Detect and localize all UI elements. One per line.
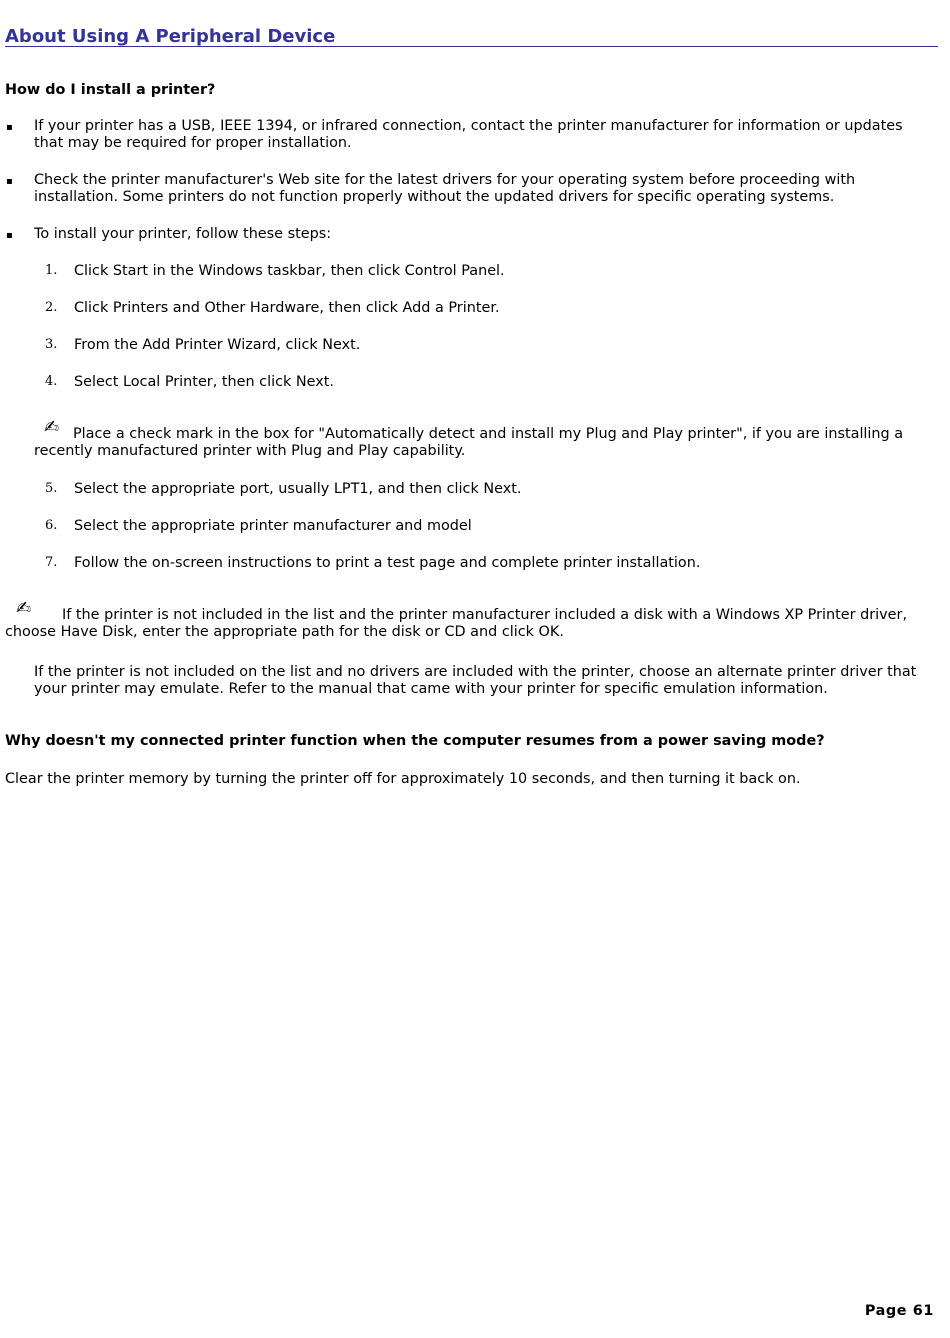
step-number: 3. [45, 337, 58, 352]
step-text: Follow the on-screen instructions to print a test page and complete printer installation. [74, 555, 701, 571]
square-bullet-icon: ▪ [6, 122, 13, 133]
step-number: 7. [45, 555, 58, 570]
writing-hand-icon: ✍ [16, 598, 32, 619]
step-text: Select the appropriate printer manufacturer and model [74, 518, 472, 534]
square-bullet-icon: ▪ [6, 230, 13, 241]
step-number: 4. [45, 374, 58, 389]
step-text: Select Local Printer, then click Next. [74, 374, 335, 390]
step-number: 1. [45, 263, 58, 278]
square-bullet-icon: ▪ [6, 176, 13, 187]
note-alternate-driver: If the printer is not included on the list and no drivers are included with the printer, choose an alternate printer driver that your printer may emulate. Refer to the manual that came with your printer for specific emulation information. [34, 664, 917, 697]
step-text: Select the appropriate port, usually LPT1, and then click Next. [74, 481, 522, 497]
step-text: Click Start in the Windows taskbar, then click Control Panel. [74, 263, 505, 279]
answer-power-saving: Clear the printer memory by turning the printer off for approximately 10 seconds, and then turning it back on. [5, 771, 801, 787]
bullet-item: If your printer has a USB, IEEE 1394, or infrared connection, contact the printer manufacturer for information or updates that may be required for proper installation. [34, 118, 903, 151]
question-power-saving: Why doesn't my connected printer function when the computer resumes from a power saving mode? [5, 733, 825, 749]
bullet-item: Check the printer manufacturer's Web site for the latest drivers for your operating system before proceeding with installation. Some printers do not function properly without the updated drivers for specific operating systems. [34, 172, 856, 205]
page-number: Page 61 [864, 1303, 934, 1319]
page-title: About Using A Peripheral Device [5, 28, 938, 47]
question-install-printer: How do I install a printer? [5, 82, 216, 98]
note-plug-and-play: Place a check mark in the box for "Automatically detect and install my Plug and Play printer", if you are installing a recently manufactured printer with Plug and Play capability. [34, 426, 904, 459]
note-have-disk: If the printer is not included in the list and the printer manufacturer included a disk with a Windows XP Printer driver, choose Have Disk, enter the appropriate path for the disk or CD and click OK. [5, 607, 908, 640]
step-text: From the Add Printer Wizard, click Next. [74, 337, 361, 353]
step-text: Click Printers and Other Hardware, then click Add a Printer. [74, 300, 500, 316]
step-number: 5. [45, 481, 58, 496]
step-number: 2. [45, 300, 58, 315]
writing-hand-icon: ✍ [44, 417, 60, 438]
bullet-item: To install your printer, follow these steps: [34, 226, 332, 242]
step-number: 6. [45, 518, 58, 533]
